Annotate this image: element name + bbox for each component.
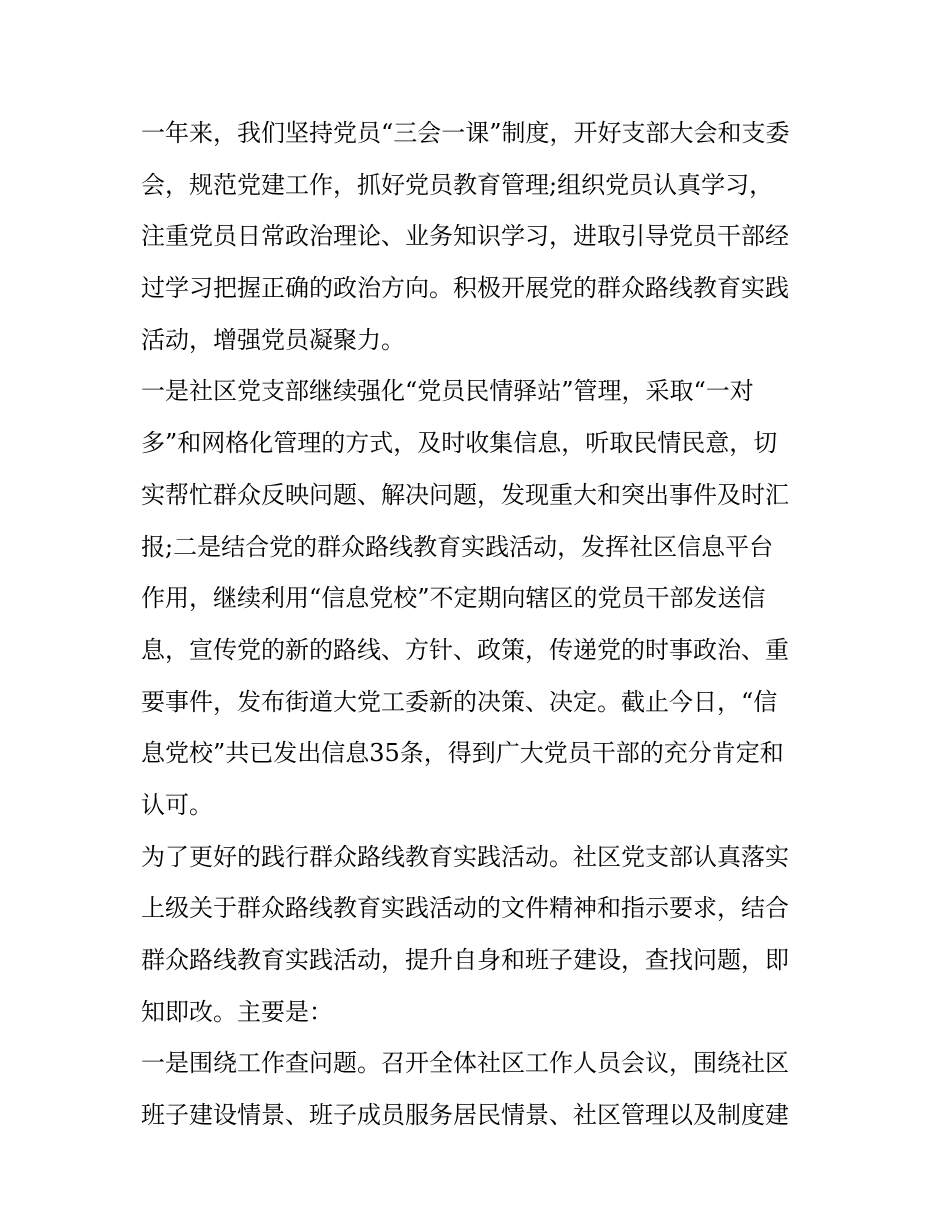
text-line: 会，规范党建工作，抓好党员教育管理;组织党员认真学习， [141, 170, 774, 199]
text-line: 群众路线教育实践活动，提升自身和班子建设，查找问题，即 [141, 946, 789, 974]
text-line: 上级关于群众路线教育实践活动的文件精神和指示要求，结合 [141, 894, 789, 923]
text-line: 知即改。主要是： [141, 997, 333, 1026]
text-line: 实帮忙群众反映问题、解决问题，发现重大和突出事件及时汇 [141, 480, 789, 509]
text-line: 为了更好的践行群众路线教育实践活动。社区党支部认真落实 [141, 842, 789, 871]
document-body [141, 108, 813, 1142]
text-line: 多”和网格化管理的方式，及时收集信息，听取民情民意，切 [141, 429, 778, 458]
text-line: 报;二是结合党的群众路线教育实践活动，发挥社区信息平台 [141, 532, 774, 561]
text-line: 活动，增强党员凝聚力。 [141, 325, 405, 354]
text-line: 息，宣传党的新的路线、方针、政策，传递党的时事政治、重 [141, 635, 789, 664]
text-line: 一是社区党支部继续强化“党员民情驿站”管理，采取“一对 [141, 377, 754, 406]
text-line: 认可。 [141, 790, 213, 819]
text-line: 一年来，我们坚持党员“三会一课”制度，开好支部大会和支委 [141, 119, 790, 147]
text-line: 作用，继续利用“信息党校”不定期向辖区的党员干部发送信 [141, 584, 766, 613]
text-line: 要事件，发布街道大党工委新的决策、决定。截止今日，“信 [141, 687, 778, 716]
text-line: 过学习把握正确的政治方向。积极开展党的群众路线教育实践 [141, 274, 789, 303]
text-line: 一是围绕工作查问题。召开全体社区工作人员会议，围绕社区 [141, 1049, 789, 1078]
text-line: 班子建设情景、班子成员服务居民情景、社区管理以及制度建 [141, 1101, 789, 1130]
text-line: 息党校”共已发出信息35条，得到广大党员干部的充分肯定和 [141, 739, 784, 768]
text-line: 注重党员日常政治理论、业务知识学习，进取引导党员干部经 [141, 222, 789, 251]
